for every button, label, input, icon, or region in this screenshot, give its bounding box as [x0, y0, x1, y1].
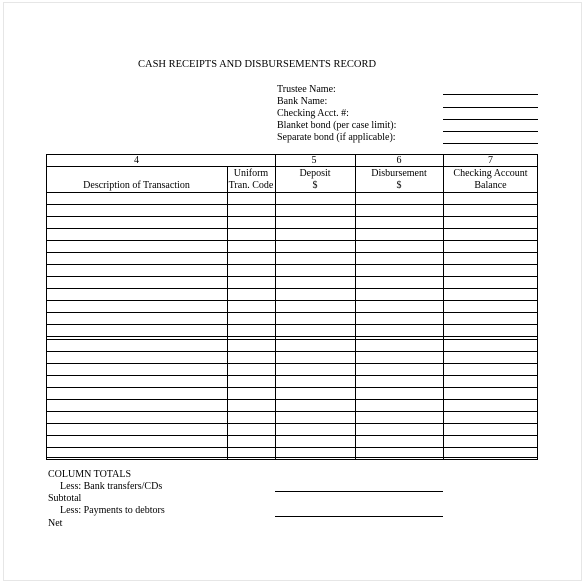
- balance-header-line2: Balance: [474, 180, 507, 191]
- description-header: Description of Transaction: [83, 180, 190, 191]
- blanket-bond-label: Blanket bond (per case limit):: [277, 120, 397, 131]
- less-bank-transfers-label: Less: Bank transfers/CDs: [60, 481, 163, 492]
- page-title: CASH RECEIPTS AND DISBURSEMENTS RECORD: [138, 59, 377, 70]
- disbursement-header-line2: $: [396, 180, 402, 191]
- less-payments-label: Less: Payments to debtors: [60, 505, 165, 516]
- payments-total-field[interactable]: [275, 516, 443, 517]
- disbursement-header-line1: Disbursement: [371, 168, 427, 179]
- column-number-5: 5: [311, 155, 317, 166]
- record-form-page: [4, 3, 581, 580]
- subtotal-label: Subtotal: [48, 493, 82, 504]
- uniform-header-line2: Tran. Code: [228, 180, 274, 191]
- deposit-header-line1: Deposit: [299, 168, 331, 179]
- column-totals-label: COLUMN TOTALS: [48, 469, 132, 480]
- column-number-6: 6: [396, 155, 402, 166]
- column-number-7: 7: [488, 155, 493, 166]
- uniform-header-line1: Uniform: [233, 168, 269, 179]
- net-label: Net: [48, 518, 63, 529]
- deposit-header-line2: $: [312, 180, 318, 191]
- trustee-name-label: Trustee Name:: [277, 84, 336, 95]
- balance-header-line1: Checking Account: [453, 168, 528, 179]
- transaction-table-grid: [4, 3, 581, 580]
- bank-transfers-total-field[interactable]: [275, 491, 443, 492]
- checking-acct-label: Checking Acct. #:: [277, 108, 349, 119]
- separate-bond-label: Separate bond (if applicable):: [277, 132, 396, 143]
- bank-name-label: Bank Name:: [277, 96, 328, 107]
- column-number-4: 4: [134, 155, 139, 166]
